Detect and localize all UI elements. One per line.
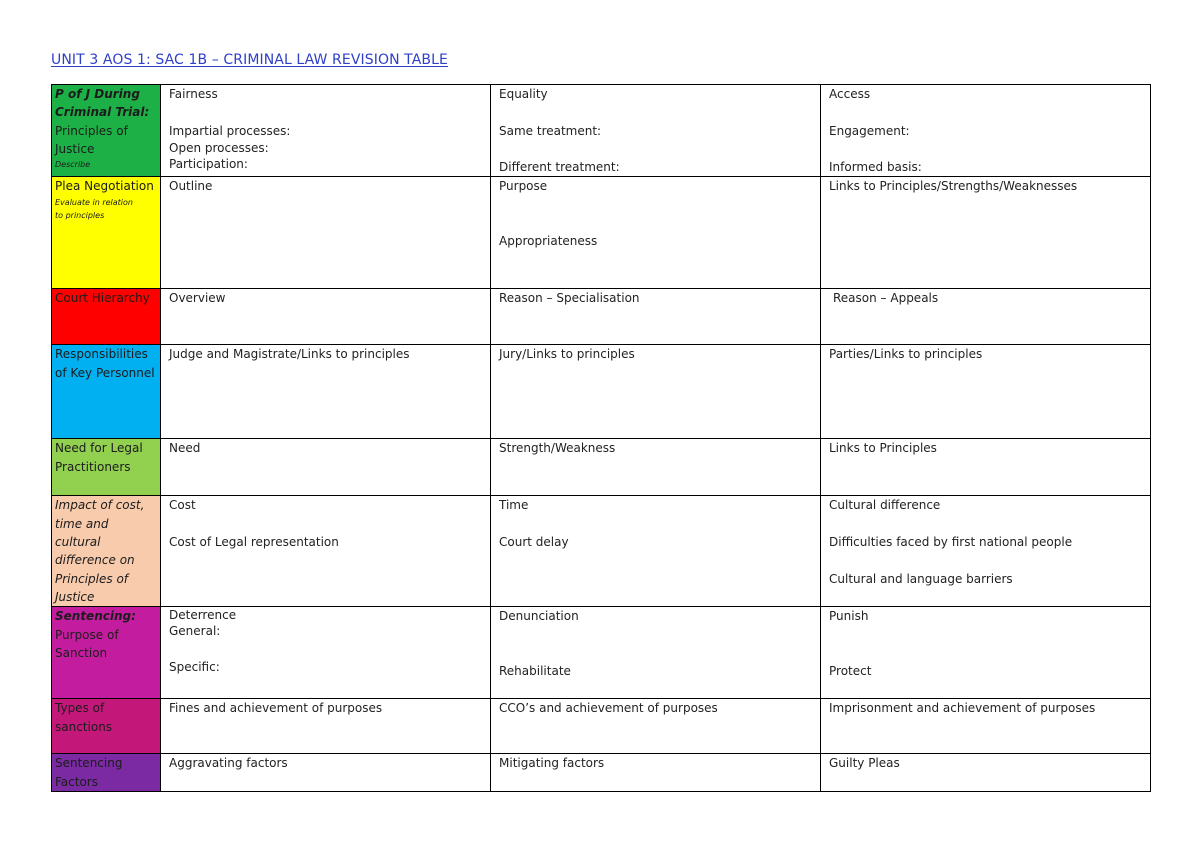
table-row (52, 177, 1151, 289)
table-row (52, 607, 1151, 699)
category-title: Court Hierarchy (55, 291, 150, 306)
cell-line: Open processes: (169, 140, 269, 155)
cell-heading: Strength/Weakness (499, 441, 616, 456)
cell-heading: Overview (169, 291, 226, 306)
category-note: to principles (55, 210, 105, 220)
cell-heading: Punish (829, 609, 869, 624)
cell-line: Appropriateness (499, 234, 598, 249)
cell-heading: Outline (169, 179, 213, 194)
cell-line: Impartial processes: (169, 123, 291, 138)
cell-cultural-difference (821, 496, 1151, 607)
cell-line: Same treatment: (499, 123, 602, 138)
cell-heading: Equality (499, 87, 548, 101)
category-title: Need for Legal Practitioners (55, 441, 143, 474)
cell-line: General: (169, 624, 221, 639)
cell-heading: Reason – Specialisation (499, 291, 640, 306)
cell-access (821, 85, 1151, 177)
cell-fines (161, 699, 491, 754)
cell-line: Protect (829, 664, 872, 679)
cell-jury (491, 345, 821, 439)
cell-heading: Fairness (169, 87, 218, 101)
revision-table (51, 84, 1151, 792)
table-row (52, 85, 1151, 177)
category-principles-of-justice (52, 85, 161, 177)
cell-parties (821, 345, 1151, 439)
category-title: Types of sanctions (55, 701, 113, 734)
cell-heading: Reason – Appeals (833, 291, 939, 306)
cell-heading: Access (829, 87, 871, 101)
cell-heading: Denunciation (499, 609, 579, 624)
table-row (52, 289, 1151, 345)
cell-heading: Judge and Magistrate/Links to principles (169, 347, 410, 362)
cell-equality (491, 85, 821, 177)
page-title: UNIT 3 AOS 1: SAC 1B – CRIMINAL LAW REVISION TABLE (51, 52, 448, 68)
cell-guilty-pleas (821, 754, 1151, 792)
cell-heading: Imprisonment and achievement of purposes (829, 701, 1096, 716)
cell-deterrence (161, 607, 491, 699)
cell-reason-appeals (821, 289, 1151, 345)
table-row (52, 754, 1151, 792)
cell-denunciation (491, 607, 821, 699)
cell-punish (821, 607, 1151, 699)
cell-heading: CCO’s and achievement of purposes (499, 701, 718, 716)
category-subtitle: Principles of Justice (55, 123, 128, 156)
cell-heading: Mitigating factors (499, 756, 605, 771)
table-row (52, 345, 1151, 439)
table-row (52, 699, 1151, 754)
cell-heading: Cost (169, 498, 196, 513)
cell-aggravating (161, 754, 491, 792)
cell-line: Participation: (169, 156, 248, 171)
category-title: Plea Negotiation (55, 179, 154, 194)
cell-imprisonment (821, 699, 1151, 754)
cell-heading: Deterrence (169, 608, 237, 623)
cell-mitigating (491, 754, 821, 792)
category-court-hierarchy (52, 289, 161, 345)
cell-line: Rehabilitate (499, 664, 571, 679)
cell-heading: Cultural difference (829, 498, 941, 513)
cell-purpose (491, 177, 821, 289)
cell-line: Court delay (499, 535, 569, 550)
cell-links-to-principles (821, 439, 1151, 496)
cell-heading: Guilty Pleas (829, 756, 900, 771)
category-types-of-sanctions (52, 699, 161, 754)
cell-heading: Parties/Links to principles (829, 347, 983, 362)
cell-line: Difficulties faced by first national people (829, 535, 1073, 550)
cell-judge-magistrate (161, 345, 491, 439)
cell-fairness (161, 85, 491, 177)
category-note: Evaluate in relation (55, 197, 133, 207)
category-title: P of J During Criminal Trial: (55, 87, 150, 120)
cell-links-principles (821, 177, 1151, 289)
category-subtitle: Purpose of Sanction (55, 627, 119, 660)
cell-heading: Links to Principles (829, 441, 937, 456)
cell-line: Engagement: (829, 123, 910, 138)
cell-outline (161, 177, 491, 289)
category-sentencing (52, 607, 161, 699)
category-key-personnel (52, 345, 161, 439)
category-title: Sentencing Factors (55, 756, 123, 789)
category-title: Responsibilities of Key Personnel (55, 347, 155, 380)
cell-line: Informed basis: (829, 160, 922, 175)
table-row (52, 496, 1151, 607)
cell-heading: Aggravating factors (169, 756, 288, 771)
cell-line: Specific: (169, 659, 220, 674)
cell-heading: Jury/Links to principles (499, 347, 635, 362)
cell-cco (491, 699, 821, 754)
category-note: Describe (55, 160, 91, 170)
cell-heading: Time (499, 498, 529, 513)
table-row (52, 439, 1151, 496)
cell-line: Cost of Legal representation (169, 535, 339, 550)
category-sentencing-factors (52, 754, 161, 792)
cell-heading: Links to Principles/Strengths/Weaknesses (829, 179, 1078, 194)
cell-line: Cultural and language barriers (829, 571, 1013, 586)
cell-cost (161, 496, 491, 607)
cell-heading: Need (169, 441, 201, 456)
cell-strength-weakness (491, 439, 821, 496)
category-plea-negotiation (52, 177, 161, 289)
category-legal-practitioners (52, 439, 161, 496)
cell-time (491, 496, 821, 607)
category-impact (52, 496, 161, 607)
category-title: Impact of cost, time and cultural difference on Principles of Justice (55, 498, 145, 604)
cell-overview (161, 289, 491, 345)
cell-line: Different treatment: (499, 160, 620, 175)
cell-need (161, 439, 491, 496)
cell-reason-specialisation (491, 289, 821, 345)
category-title: Sentencing: (55, 609, 136, 624)
cell-heading: Fines and achievement of purposes (169, 701, 383, 716)
cell-heading: Purpose (499, 179, 548, 194)
